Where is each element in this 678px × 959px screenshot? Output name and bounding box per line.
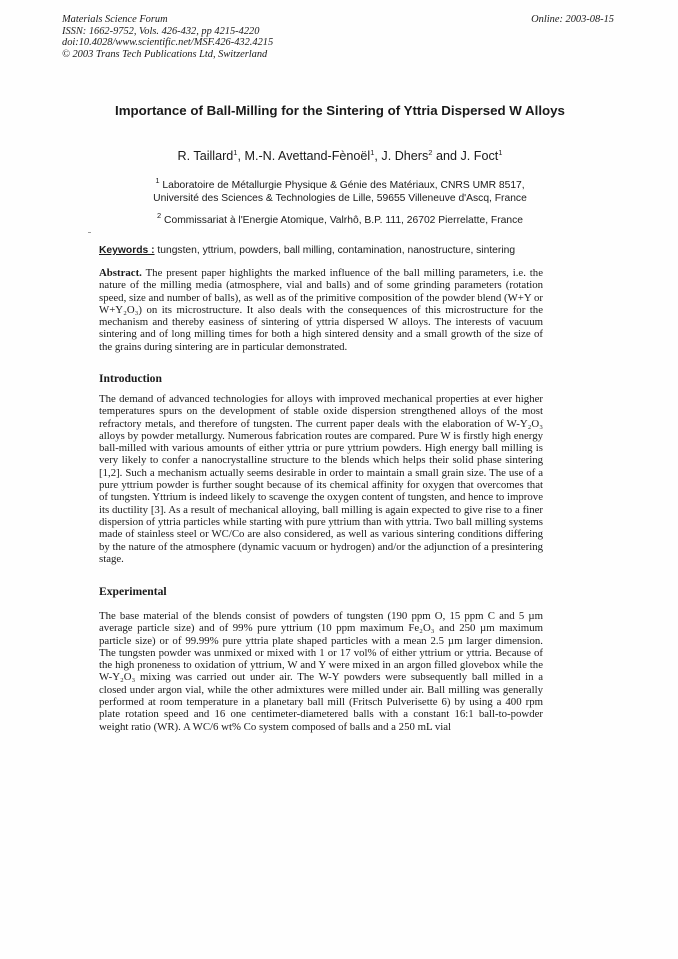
- affiliation-text: Laboratoire de Métallurgie Physique & Génie des Matériaux, CNRS UMR 8517,: [159, 180, 525, 191]
- experimental-text: The base material of the blends consist of powders of tungsten (190 ppm O, 15 ppm C and 5 µm average particle size) and of 99% pure yttrium (10 ppm maximum Fe₂O₃ and 250 µm maximum particle size) or of 99.99% pure yttria plate shaped particles with a mean 2.5 µm larger dimension. The tungsten powder was unmixed or mixed with 1 or 17 vol% of either yttrium or yttria. Because of the high proneness to oxidation of yttrium, W and Y were mixed in an argon filled glovebox while the W-Y₂O₃ mixing was carried out under air. The W-Y powders were subsequently ball milled in a closed under argon vial, while the other admixtures were milled under air. Ball milling was generally performed at room temperature in a planetary ball mill (Fritsch Pulverisette 6) by using a 400 rpm plate rotation speed and 16 one centimeter-diametered balls with a constant 16:1 ball-to-powder weight ratio (WR). A WC/6 wt% Co system composed of balls and a 250 mL vial: [99, 610, 543, 733]
- introduction-text: The demand of advanced technologies for alloys with improved mechanical properties at ever higher temperatures spurs on the development of stable oxide dispersion strengthened alloys of the most refractory metals, and therefore of tungsten. The current paper deals with the elaboration of W-Y₂O₃ alloys by powder metallurgy. Numerous fabrication routes are compared. Pure W is firstly high energy ball-milled with various amounts of either yttria or pure yttrium powders. High energy ball milling is very likely to confer a nanocrystalline structure to the blends which helps their solid phase sintering [1,2]. Such a mechanism actually seems desirable in order to maintain a small grain size. The use of a pure yttrium powder is further sought because of its chemical affinity for oxygen that overcomes that of tungsten. Yttrium is indeed likely to scavenge the oxygen content of tungsten, and hence to improve its ductility [3]. As a result of mechanical alloying, ball milling is again expected to give rise to a finer dispersion of yttria particles while starting with pure yttrium than with yttria. Two ball milling systems made of stainless steel or WC/Co are also considered, as well as various sintering conditions differing by the nature of the atmosphere (dynamic vacuum or hydrogen) and/or the adjunction of a presintering stage.: [99, 393, 543, 565]
- affiliation-text: Université des Sciences & Technologies de Lille, 59655 Villeneuve d'Ascq, France: [153, 193, 527, 204]
- paper-title: Importance of Ball-Milling for the Sintering of Yttria Dispersed W Alloys: [115, 103, 565, 118]
- keywords: [99, 245, 515, 256]
- keywords-text: tungsten, yttrium, powders, ball milling, contamination, nanostructure, sintering: [154, 245, 516, 256]
- affiliation-mark: 2: [157, 211, 162, 220]
- author-affiliation-mark: 1: [498, 148, 503, 157]
- author-affiliation-mark: 2: [428, 148, 433, 157]
- abstract: [99, 267, 543, 353]
- journal-info: [62, 14, 273, 60]
- abstract-label: Abstract.: [99, 267, 142, 279]
- scan-mark: [88, 232, 91, 233]
- journal-doi: doi:10.4028/www.scientific.net/MSF.426-432.4215: [62, 37, 274, 49]
- affiliation-mark: 1: [155, 176, 160, 185]
- author-affiliation-mark: 1: [233, 148, 238, 157]
- journal-copyright: © 2003 Trans Tech Publications Ltd, Switzerland: [62, 48, 268, 60]
- experimental-heading: Experimental: [99, 585, 167, 598]
- journal-name: Materials Science Forum: [62, 14, 168, 25]
- journal-issn: ISSN: 1662-9752, Vols. 426-432, pp 4215-4220: [62, 25, 260, 37]
- online-date: Online: 2003-08-15: [531, 14, 614, 25]
- author-name: and J. Foct: [432, 149, 499, 163]
- author-name: R. Taillard: [177, 149, 234, 163]
- introduction-heading: Introduction: [99, 372, 162, 385]
- abstract-text: The present paper highlights the marked influence of the ball milling parameters, i.e. the nature of the milling media (atmosphere, vial and balls) and of some grinding parameters (rotation speed, size and number of balls), as well as of the primitive composition of the powder blend (W+Y or W+Y₂O₃) on its microstructure. It also deals with the consequences of this microstructure for the mechanism and thereby easiness of sintering of yttria dispersed W alloys. The interests of vacuum sintering and of long milling times for both a high sintered density and a small growth of the size of the grains during sintering are in particular demonstrated.: [99, 267, 543, 353]
- author-affiliation-mark: 1: [370, 148, 375, 157]
- author-name: , M.-N. Avettand-Fènoël: [237, 149, 371, 163]
- affiliation-1: [60, 174, 620, 205]
- keywords-label: Keywords :: [99, 245, 155, 256]
- author-list: [60, 148, 620, 163]
- author-name: , J. Dhers: [374, 149, 429, 163]
- affiliation-2: [60, 209, 620, 227]
- affiliation-text: Commissariat à l'Energie Atomique, Valrhô, B.P. 111, 26702 Pierrelatte, France: [161, 215, 523, 226]
